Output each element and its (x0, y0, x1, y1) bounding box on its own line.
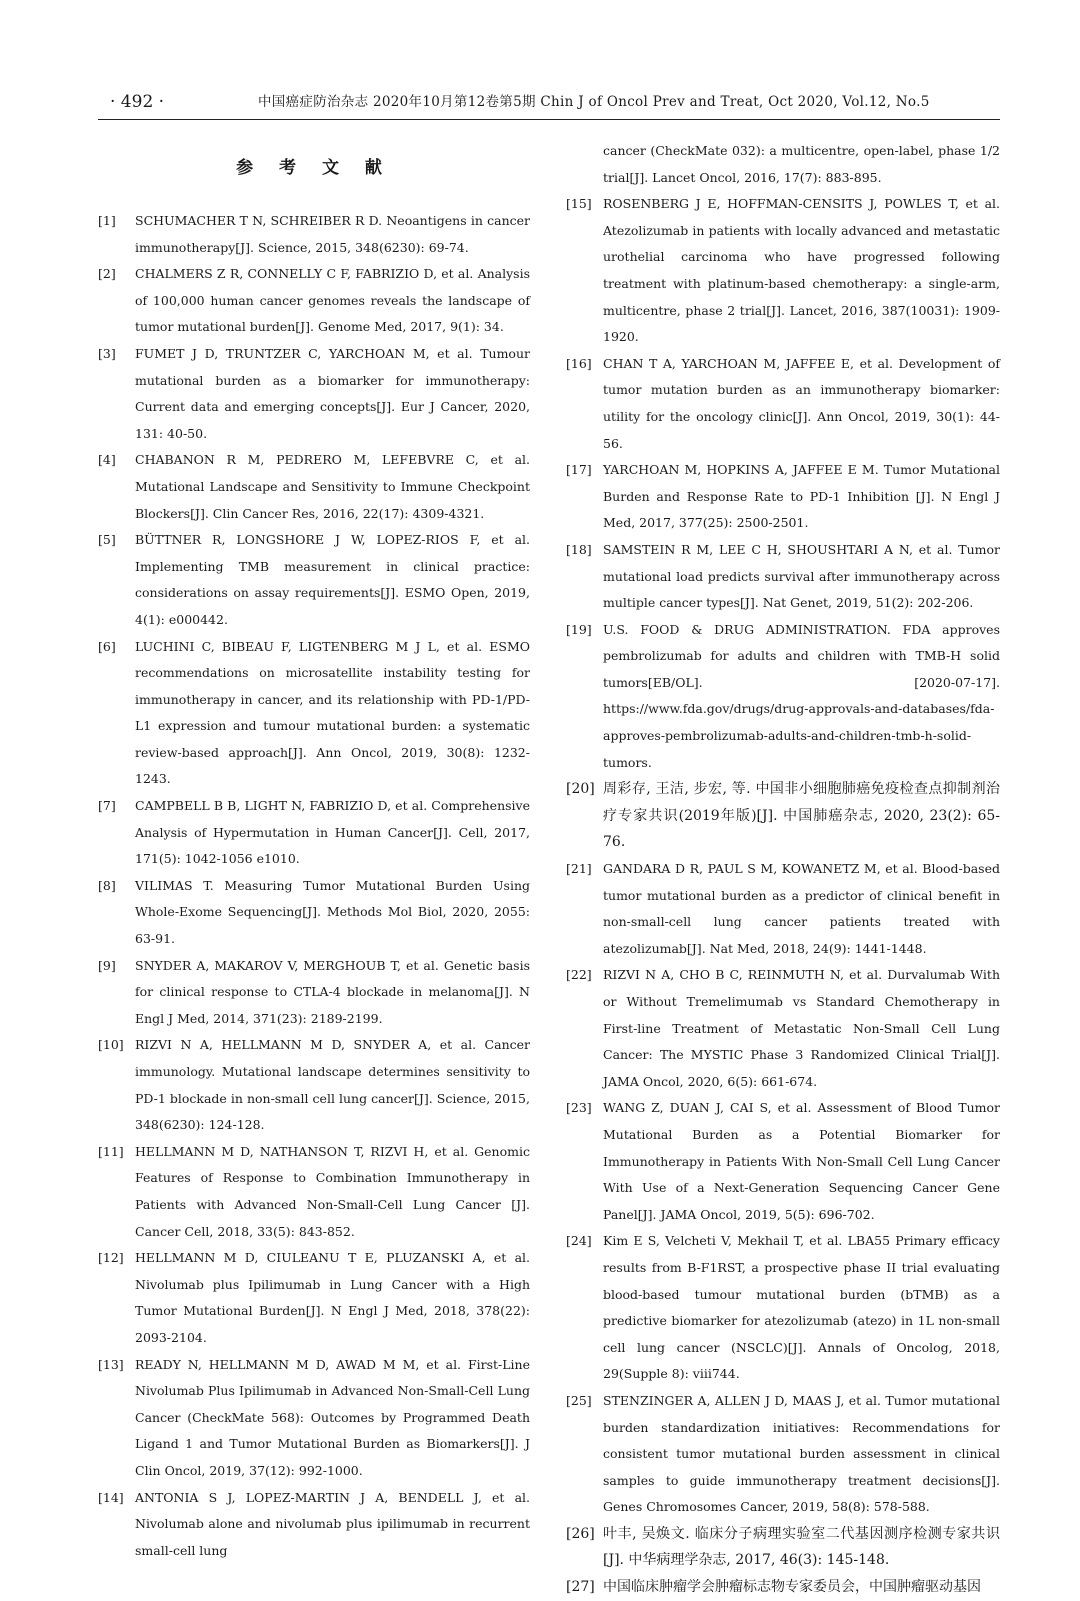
reference-item (566, 1095, 1000, 1228)
reference-number: [3] (98, 345, 116, 361)
reference-number: [13] (98, 1356, 124, 1372)
reference-number: [14] (98, 1489, 124, 1505)
reference-item (98, 208, 530, 261)
reference-item (566, 856, 1000, 962)
reference-number: [7] (98, 798, 116, 814)
reference-number: [18] (566, 541, 592, 557)
reference-list-right (566, 191, 1000, 1600)
reference-text: STENZINGER A, ALLEN J D, MAAS J, et al. Tumor mutational burden standardization initiatives: Recommendations for consistent tumor mutational burden assessment in clinical samples to guide immunotherapy treatment decisions[J]. Genes Chromosomes Cancer, 2019, 58(8): 578-588. (603, 1392, 1000, 1515)
reference-number: [21] (566, 861, 592, 877)
running-head (98, 88, 998, 116)
reference-item (566, 1228, 1000, 1388)
reference-item (98, 793, 530, 873)
reference-text: FUMET J D, TRUNTZER C, YARCHOAN M, et al. Tumour mutational burden as a biomarker for immunotherapy: Current data and emerging concepts[J]. Eur J Cancer, 2020, 131: 40-50. (135, 345, 530, 441)
reference-text: 叶丰, 吴焕文. 临床分子病理实验室二代基因测序检测专家共识[J]. 中华病理学杂志, 2017, 46(3): 145-148. (603, 1525, 1000, 1569)
reference-number: [8] (98, 877, 116, 893)
page-number: · 492 · (110, 92, 165, 112)
reference-item (98, 261, 530, 341)
reference-number: [10] (98, 1037, 124, 1053)
reference-text: YARCHOAN M, HOPKINS A, JAFFEE E M. Tumor Mutational Burden and Response Rate to PD-1 Inhibition [J]. N Engl J Med, 2017, 377(25): 2500-2501. (603, 462, 1000, 531)
reference-number: [4] (98, 452, 116, 468)
reference-number: [27] (566, 1579, 595, 1596)
journal-citation-line: 中国癌症防治杂志 2020年10月第12卷第5期 Chin J of Oncol Prev and Treat, Oct 2020, Vol.12, No.5 (258, 94, 930, 110)
reference-list-left (98, 208, 530, 1564)
reference-item (98, 1485, 530, 1565)
reference-text: U.S. FOOD & DRUG ADMINISTRATION. FDA approves pembrolizumab for adults and children with TMB-H solid tumors[EB/OL]. [2020-07-17]. https://www.fda.gov/drugs/drug-approvals-and-databases/fda-approves-pembrolizumab-adults-and-children-tmb-h-solid-tumors. (603, 621, 1000, 770)
reference-item (566, 1574, 1000, 1601)
reference-text: LUCHINI C, BIBEAU F, LIGTENBERG M J L, et al. ESMO recommendations on microsatellite instability testing for immunotherapy in cancer, and its relationship with PD-1/PD-L1 expression and tumour mutational burden: a systematic review-based approach[J]. Ann Oncol, 2019, 30(8): 1232-1243. (135, 638, 530, 787)
reference-item (98, 447, 530, 527)
reference-text: SNYDER A, MAKAROV V, MERGHOUB T, et al. Genetic basis for clinical response to CTLA-4 blockade in melanoma[J]. N Engl J Med, 2014, 371(23): 2189-2199. (135, 957, 530, 1026)
reference-number: [25] (566, 1392, 592, 1408)
reference-item (566, 617, 1000, 777)
reference-item (98, 1352, 530, 1485)
reference-item (98, 953, 530, 1033)
reference-number: [26] (566, 1525, 595, 1542)
reference-item (566, 962, 1000, 1095)
reference-item (566, 457, 1000, 537)
reference-number: [17] (566, 462, 592, 478)
reference-text: BÜTTNER R, LONGSHORE J W, LOPEZ-RIOS F, et al. Implementing TMB measurement in clinical practice: considerations on assay requirements[J]. ESMO Open, 2019, 4(1): e000442. (135, 532, 530, 627)
reference-text: RIZVI N A, CHO B C, REINMUTH N, et al. Durvalumab With or Without Tremelimumab vs Standard Chemotherapy in First-line Treatment of Metastatic Non-Small Cell Lung Cancer: The MYSTIC Phase 3 Randomized Clinical Trial[J]. JAMA Oncol, 2020, 6(5): 661-674. (603, 967, 1000, 1089)
reference-item (566, 351, 1000, 457)
reference-text: SAMSTEIN R M, LEE C H, SHOUSHTARI A N, et al. Tumor mutational load predicts survival after immunotherapy across multiple cancer types[J]. Nat Genet, 2019, 51(2): 202-206. (603, 541, 1000, 611)
reference-number: [15] (566, 196, 592, 212)
reference-text: GANDARA D R, PAUL S M, KOWANETZ M, et al. Blood-based tumor mutational burden as a predictor of clinical benefit in non-small-cell lung cancer patients treated with atezolizumab[J]. Nat Med, 2018, 24(9): 1441-1448. (603, 861, 1000, 956)
reference-text: CHAN T A, YARCHOAN M, JAFFEE E, et al. Development of tumor mutation burden as an immunotherapy biomarker: utility for the oncology clinic[J]. Ann Oncol, 2019, 30(1): 44-56. (603, 355, 1000, 451)
reference-item (566, 191, 1000, 351)
reference-item (98, 341, 530, 447)
reference-item (566, 1388, 1000, 1521)
reference-item (98, 1032, 530, 1138)
reference-number: [2] (98, 266, 116, 282)
reference-text: SCHUMACHER T N, SCHREIBER R D. Neoantigens in cancer immunotherapy[J]. Science, 2015, 348(6230): 69-74. (135, 213, 530, 255)
reference-text: RIZVI N A, HELLMANN M D, SNYDER A, et al. Cancer immunology. Mutational landscape determines sensitivity to PD-1 blockade in non-small cell lung cancer[J]. Science, 2015, 348(6230): 124-128. (135, 1037, 530, 1133)
reference-item (98, 1245, 530, 1351)
reference-number: [23] (566, 1100, 592, 1116)
section-title: 参 考 文 献 (236, 158, 392, 178)
reference-text: HELLMANN M D, NATHANSON T, RIZVI H, et al. Genomic Features of Response to Combination Immunotherapy in Patients with Advanced Non-Small-Cell Lung Cancer [J]. Cancer Cell, 2018, 33(5): 843-852. (135, 1143, 530, 1239)
reference-number: [19] (566, 621, 592, 637)
right-column (566, 138, 1000, 1601)
reference-continuation (566, 138, 1000, 191)
reference-number: [16] (566, 355, 592, 371)
reference-number: [20] (566, 781, 595, 798)
reference-text: ROSENBERG J E, HOFFMAN-CENSITS J, POWLES T, et al. Atezolizumab in patients with locally advanced and metastatic urothelial carcinoma who have progressed following treatment with platinum-based chemotherapy: a single-arm, multicentre, phase 2 trial[J]. Lancet, 2016, 387(10031): 1909-1920. (603, 196, 1000, 345)
reference-text: VILIMAS T. Measuring Tumor Mutational Burden Using Whole-Exome Sequencing[J]. Methods Mol Biol, 2020, 2055: 63-91. (135, 877, 530, 947)
reference-text: CAMPBELL B B, LIGHT N, FABRIZIO D, et al. Comprehensive Analysis of Hypermutation in Human Cancer[J]. Cell, 2017, 171(5): 1042-1056 e1010. (135, 798, 530, 867)
reference-number: [1] (98, 213, 116, 228)
reference-text: 中国临床肿瘤学会肿瘤标志物专家委员会，中国肿瘤驱动基因 (603, 1579, 981, 1596)
reference-number: [12] (98, 1250, 124, 1266)
reference-number: [5] (98, 532, 116, 548)
reference-text: WANG Z, DUAN J, CAI S, et al. Assessment of Blood Tumor Mutational Burden as a Potential Biomarker for Immunotherapy in Patients With Non-Small Cell Lung Cancer With Use of a Next-Generation Sequencing Cancer Gene Panel[J]. JAMA Oncol, 2019, 5(5): 696-702. (603, 1100, 1000, 1222)
reference-number: [6] (98, 638, 116, 654)
reference-item (98, 527, 530, 633)
header-rule (98, 119, 1000, 120)
left-column (98, 138, 530, 1564)
reference-item (98, 1139, 530, 1245)
reference-text: CHALMERS Z R, CONNELLY C F, FABRIZIO D, et al. Analysis of 100,000 human cancer genomes reveals the landscape of tumor mutational burden[J]. Genome Med, 2017, 9(1): 34. (135, 266, 530, 335)
reference-item (566, 1521, 1000, 1574)
reference-number: [11] (98, 1143, 124, 1159)
reference-item (566, 537, 1000, 617)
reference-text: ANTONIA S J, LOPEZ-MARTIN J A, BENDELL J, et al. Nivolumab alone and nivolumab plus ipilimumab in recurrent small-cell lung (135, 1489, 530, 1558)
reference-text: Kim E S, Velcheti V, Mekhail T, et al. LBA55 Primary efficacy results from B-F1RST, a prospective phase II trial evaluating blood-based tumour mutational burden (bTMB) as a predictive biomarker for atezolizumab (atezo) in 1L non-small cell lung cancer (NSCLC)[J]. Annals of Oncolog, 2018, 29(Supple 8): viii744. (603, 1233, 1000, 1382)
reference-item (566, 776, 1000, 856)
reference-item (98, 873, 530, 953)
reference-text: 周彩存, 王洁, 步宏, 等. 中国非小细胞肺癌免疫检查点抑制剂治疗专家共识(2019年版)[J]. 中国肺癌杂志, 2020, 23(2): 65-76. (603, 781, 1000, 851)
reference-text: CHABANON R M, PEDRERO M, LEFEBVRE C, et al. Mutational Landscape and Sensitivity to Immune Checkpoint Blockers[J]. Clin Cancer Res, 2016, 22(17): 4309-4321. (135, 452, 530, 521)
reference-item (98, 634, 530, 794)
reference-text: READY N, HELLMANN M D, AWAD M M, et al. First-Line Nivolumab Plus Ipilimumab in Advanced Non-Small-Cell Lung Cancer (CheckMate 568): Outcomes by Programmed Death Ligand 1 and Tumor Mutational Burden as Biomarkers[J]. J Clin Oncol, 2019, 37(12): 992-1000. (135, 1356, 530, 1478)
reference-text: HELLMANN M D, CIULEANU T E, PLUZANSKI A, et al. Nivolumab plus Ipilimumab in Lung Cancer with a High Tumor Mutational Burden[J]. N Engl J Med, 2018, 378(22): 2093-2104. (135, 1250, 530, 1345)
reference-number: [9] (98, 957, 116, 973)
reference-number: [24] (566, 1233, 592, 1249)
reference-text: cancer (CheckMate 032): a multicentre, open-label, phase 1/2 trial[J]. Lancet Oncol, 2016, 17(7): 883-895. (603, 143, 1000, 185)
reference-number: [22] (566, 967, 592, 983)
